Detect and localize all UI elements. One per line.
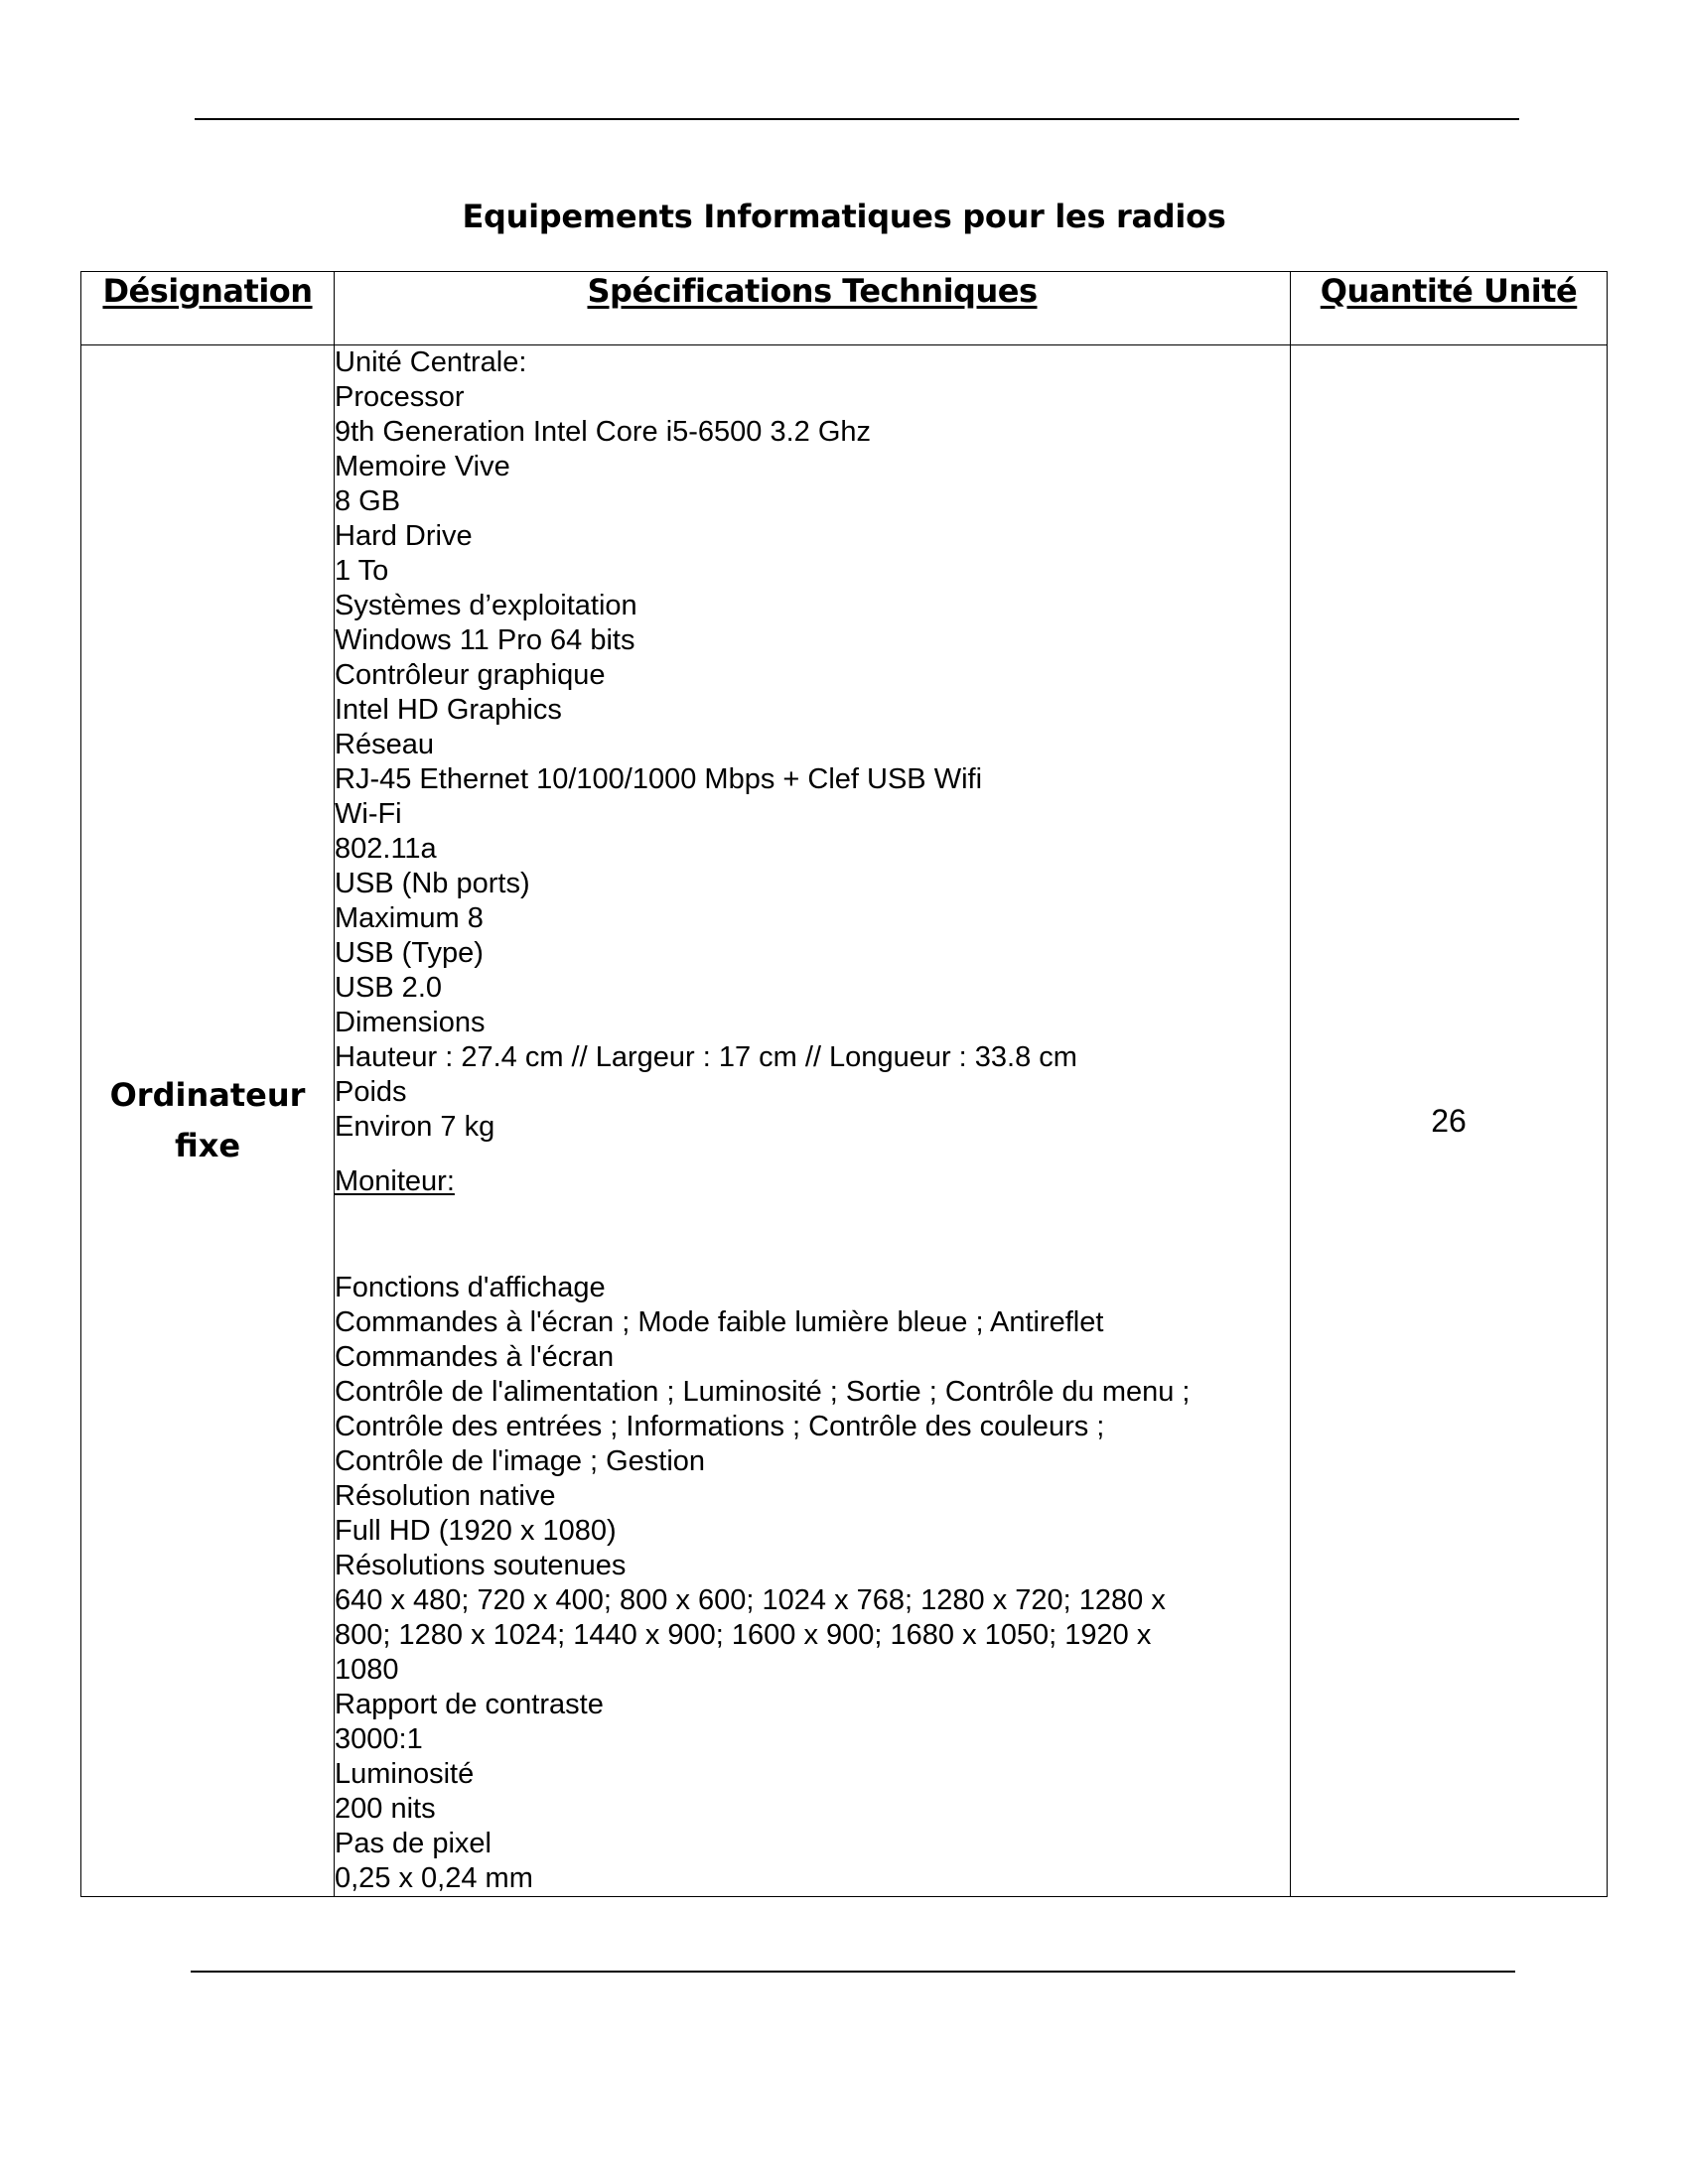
spec-line: Hard Drive xyxy=(335,520,473,552)
header-designation: Désignation xyxy=(81,272,335,345)
spec-line: USB (Nb ports) xyxy=(335,868,530,899)
spec-line: Windows 11 Pro 64 bits xyxy=(335,624,635,656)
spec-line: 802.11a xyxy=(335,833,437,865)
spec-line: Contrôle de l'alimentation ; Luminosité ; Sortie ; Contrôle du menu ; xyxy=(335,1376,1191,1408)
spec-line: Luminosité xyxy=(335,1758,475,1790)
table-row xyxy=(81,345,1608,1897)
equipment-table xyxy=(80,271,1608,1897)
footer-rule xyxy=(191,1971,1515,1973)
table-header-row xyxy=(81,272,1608,345)
spec-line: 1080 xyxy=(335,1654,399,1686)
spec-line: Résolution native xyxy=(335,1480,556,1512)
spec-line: 1 To xyxy=(335,555,389,587)
spec-line: Intel HD Graphics xyxy=(335,694,562,726)
spec-line: Environ 7 kg xyxy=(335,1111,495,1143)
spec-line: Contrôle des entrées ; Informations ; Contrôle des couleurs ; xyxy=(335,1411,1105,1442)
spec-line: Memoire Vive xyxy=(335,451,510,482)
spec-line: 800; 1280 x 1024; 1440 x 900; 1600 x 900; 1680 x 1050; 1920 x xyxy=(335,1619,1152,1651)
spec-line: Full HD (1920 x 1080) xyxy=(335,1515,617,1547)
spec-line: Pas de pixel xyxy=(335,1828,492,1859)
spec-line: Systèmes d’exploitation xyxy=(335,590,637,621)
spec-line: RJ-45 Ethernet 10/100/1000 Mbps + Clef USB Wifi xyxy=(335,763,983,795)
quantity-cell: 26 xyxy=(1291,345,1608,1897)
spec-line: 200 nits xyxy=(335,1793,436,1825)
specifications-cell xyxy=(335,345,1291,1897)
designation-line-2: fixe xyxy=(174,1127,241,1164)
spec-line: 9th Generation Intel Core i5-6500 3.2 Ghz xyxy=(335,416,872,448)
spec-line: Unité Centrale: xyxy=(335,346,527,378)
header-rule xyxy=(195,118,1519,120)
header-specifications: Spécifications Techniques xyxy=(335,272,1291,345)
spec-line: Rapport de contraste xyxy=(335,1689,604,1720)
spec-line: Commandes à l'écran ; Mode faible lumière bleue ; Antireflet xyxy=(335,1306,1104,1338)
spec-line: Contrôleur graphique xyxy=(335,659,606,691)
spec-line: Fonctions d'affichage xyxy=(335,1272,606,1303)
header-quantity: Quantité Unité xyxy=(1291,272,1608,345)
spec-line: Contrôle de l'image ; Gestion xyxy=(335,1445,706,1477)
designation-cell xyxy=(81,345,335,1897)
document-title: Equipements Informatiques pour les radios xyxy=(462,198,1226,235)
spec-line: Commandes à l'écran xyxy=(335,1341,615,1373)
spec-line: Réseau xyxy=(335,729,434,760)
spec-line: USB (Type) xyxy=(335,937,484,969)
designation-line-1: Ordinateur xyxy=(109,1076,306,1114)
moniteur-specs xyxy=(335,1271,1290,1896)
spec-line: Poids xyxy=(335,1076,407,1108)
spec-line: Résolutions soutenues xyxy=(335,1550,627,1581)
spec-line: 3000:1 xyxy=(335,1723,423,1755)
spec-line: Processor xyxy=(335,381,465,413)
spec-line: Dimensions xyxy=(335,1007,486,1038)
spec-line: Maximum 8 xyxy=(335,902,484,934)
spec-line: 8 GB xyxy=(335,485,401,517)
spec-line: USB 2.0 xyxy=(335,972,442,1004)
spec-line: Hauteur : 27.4 cm // Largeur : 17 cm // Longueur : 33.8 cm xyxy=(335,1041,1077,1073)
unite-centrale-specs xyxy=(335,345,1290,1145)
moniteur-heading: Moniteur: xyxy=(335,1165,455,1197)
spec-line: Wi-Fi xyxy=(335,798,402,830)
spec-line: 640 x 480; 720 x 400; 800 x 600; 1024 x 768; 1280 x 720; 1280 x xyxy=(335,1584,1166,1616)
spec-line: 0,25 x 0,24 mm xyxy=(335,1862,533,1894)
